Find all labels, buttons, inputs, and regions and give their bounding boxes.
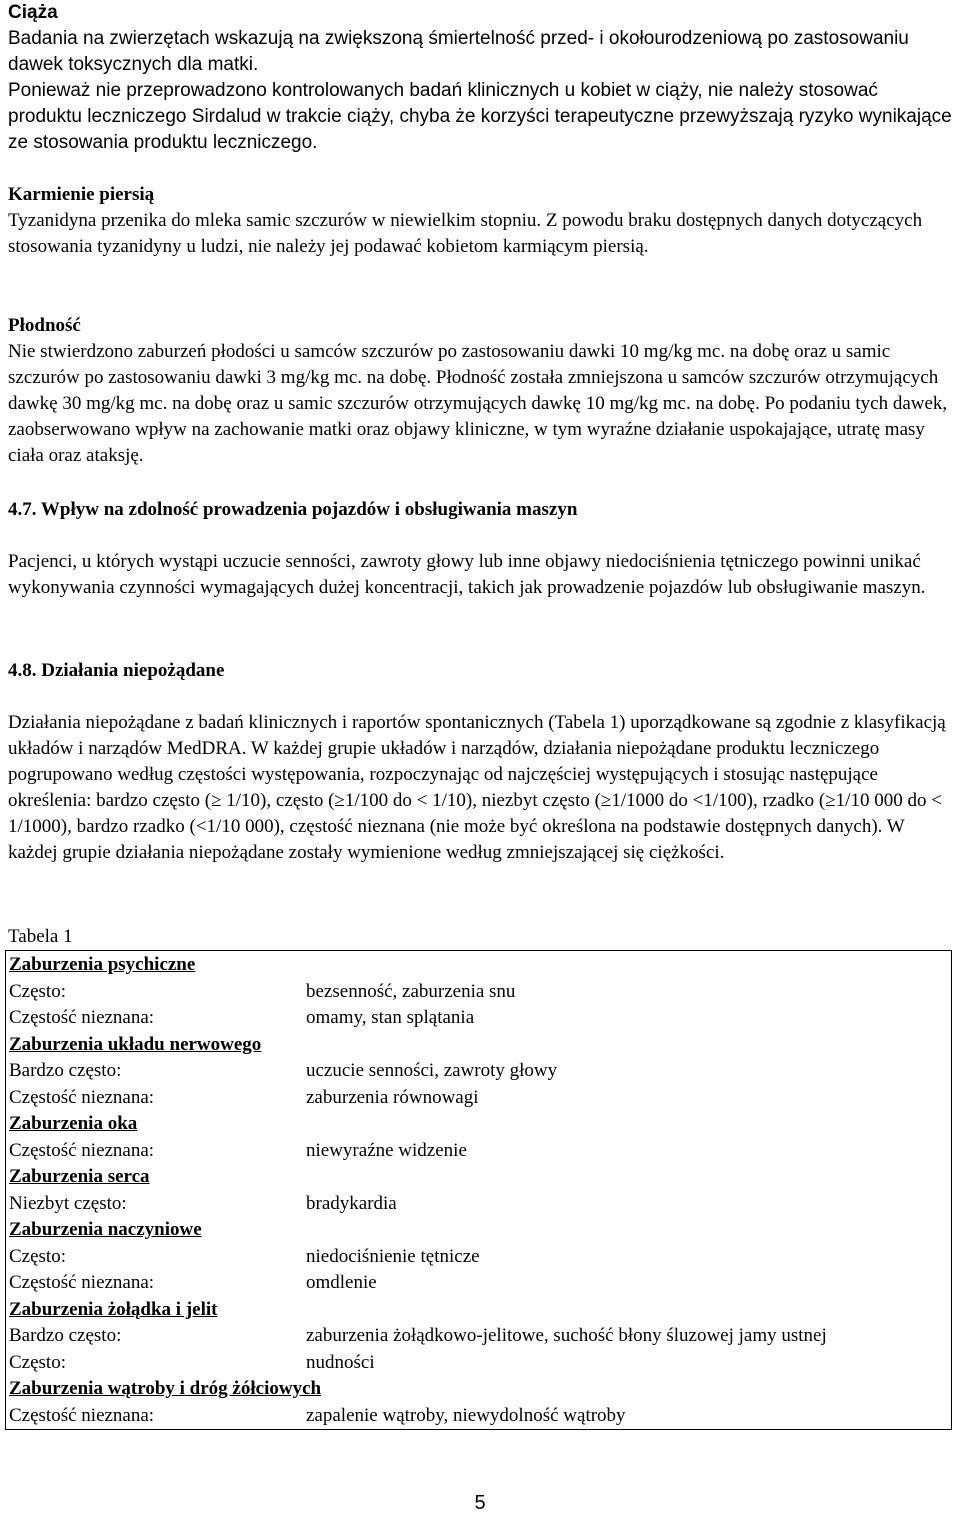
table-row xyxy=(9,1085,951,1112)
table-group-heading: Zaburzenia naczyniowe xyxy=(9,1219,202,1240)
section-4-8 xyxy=(8,658,952,866)
effect-cell: bezsenność, zaburzenia snu xyxy=(306,980,516,1002)
page-number: 5 xyxy=(474,1492,486,1514)
table-group-heading: Zaburzenia wątroby i dróg żółciowych xyxy=(9,1378,322,1399)
heading-4-7: 4.7. Wpływ na zdolność prowadzenia pojazdów i obsługiwania maszyn xyxy=(8,499,578,520)
frequency-cell: Niezbyt często: xyxy=(9,1192,127,1214)
effect-cell: niewyraźne widzenie xyxy=(306,1139,467,1161)
breastfeeding-text: Tyzanidyna przenika do mleka samic szczurów w niewielkim stopniu. Z powodu braku dostępnych danych dotyczących stosowania tyzanidyny u ludzi, nie należy jej podawać kobietom karmiącym piersią. xyxy=(8,210,923,257)
table-group-heading: Zaburzenia żołądka i jelit xyxy=(9,1298,218,1320)
effect-cell: nudności xyxy=(306,1351,375,1373)
section-4-7-text: Pacjenci, u których wystąpi uczucie senności, zawroty głowy lub inne objawy niedociśnienia tętniczego powinni unikać wykonywania czynności wymagających dużej koncentracji, takich jak prowadzenie pojazdów lub obsługiwanie maszyn. xyxy=(8,551,926,598)
table-row xyxy=(9,1350,951,1377)
frequency-cell: Częstość nieznana: xyxy=(9,1086,155,1108)
effect-cell: bradykardia xyxy=(306,1192,397,1214)
frequency-cell: Często: xyxy=(9,1351,66,1373)
pregnancy-para-1: Badania na zwierzętach wskazują na zwiększoną śmiertelność przed- i okołourodzeniową po zastosowaniu dawek toksycznych dla matki. xyxy=(8,28,909,75)
section-4-7 xyxy=(8,497,952,601)
table-group-heading: Zaburzenia układu nerwowego xyxy=(9,1033,262,1055)
table-row xyxy=(9,1323,951,1350)
table-group-heading: Zaburzenia psychiczne xyxy=(9,954,196,975)
effect-cell: zaburzenia równowagi xyxy=(306,1086,479,1108)
table-row xyxy=(9,1191,951,1218)
table-row xyxy=(9,1403,951,1430)
frequency-cell: Często: xyxy=(9,1245,66,1267)
effect-cell: omamy, stan splątania xyxy=(306,1007,475,1028)
frequency-cell: Bardzo często: xyxy=(9,1325,122,1346)
table-group-heading: Zaburzenia serca xyxy=(9,1166,150,1187)
effect-cell: omdlenie xyxy=(306,1272,377,1293)
effect-cell: zaburzenia żołądkowo-jelitowe, suchość błony śluzowej jamy ustnej xyxy=(306,1325,827,1346)
heading-fertility: Płodność xyxy=(8,315,81,336)
table-row xyxy=(9,1138,951,1165)
heading-4-8: 4.8. Działania niepożądane xyxy=(8,660,225,681)
adverse-reactions-table xyxy=(5,950,952,1430)
frequency-cell: Częstość nieznana: xyxy=(9,1007,155,1028)
table-caption: Tabela 1 xyxy=(8,926,73,947)
section-pregnancy xyxy=(8,0,952,156)
section-4-8-text: Działania niepożądane z badań klinicznych i raportów spontanicznych (Tabela 1) uporządkowane są zgodnie z klasyfikacją układów i narządów MedDRA. W każdej grupie układów i narządów, działania niepożądane produktu leczniczego pogrupowano według częstości występowania, rozpoczynając od najczęściej występujących i stosując następujące określenia: bardzo często (≥ 1/10), często (≥1/100 do < 1/10), niezbyt często (≥1/1000 do <1/100), rzadko (≥1/10 000 do < 1/1000), bardzo rzadko (<1/10 000), częstość nieznana (nie może być określona na podstawie dostępnych danych). W każdej grupie działania niepożądane zostały wymienione według zmniejszającej się ciężkości. xyxy=(8,712,946,863)
table-row xyxy=(9,979,951,1006)
frequency-cell: Często: xyxy=(9,980,66,1002)
effect-cell: zapalenie wątroby, niewydolność wątroby xyxy=(306,1404,626,1426)
heading-pregnancy: Ciąża xyxy=(8,2,58,23)
effect-cell: niedociśnienie tętnicze xyxy=(306,1245,480,1267)
table-row xyxy=(9,1058,951,1085)
section-breastfeeding xyxy=(8,182,952,260)
table-row xyxy=(9,1005,951,1032)
fertility-text: Nie stwierdzono zaburzeń płodości u samców szczurów po zastosowaniu dawki 10 mg/kg mc. na dobę oraz u samic szczurów po zastosowaniu dawki 3 mg/kg mc. na dobę. Płodność została zmniejszona u samców szczurów otrzymujących dawkę 30 mg/kg mc. na dobę oraz u samic szczurów otrzymujących dawkę 10 mg/kg mc. na dobę. Po podaniu tych dawek, zaobserwowano wpływ na zachowanie matki oraz objawy kliniczne, w tym wyraźne działanie uspokajające, utratę masy ciała oraz ataksję. xyxy=(8,341,948,466)
section-fertility xyxy=(8,313,952,469)
frequency-cell: Częstość nieznana: xyxy=(9,1404,155,1426)
heading-breastfeeding: Karmienie piersią xyxy=(8,184,155,205)
table-row xyxy=(9,1244,951,1271)
pregnancy-para-2: Ponieważ nie przeprowadzono kontrolowanych badań klinicznych u kobiet w ciąży, nie należy stosować produktu leczniczego Sirdalud w trakcie ciąży, chyba że korzyści terapeutyczne przewyższają ryzyko wynikające ze stosowania produktu leczniczego. xyxy=(8,80,952,153)
effect-cell: uczucie senności, zawroty głowy xyxy=(306,1060,558,1081)
frequency-cell: Częstość nieznana: xyxy=(9,1272,155,1293)
frequency-cell: Bardzo często: xyxy=(9,1060,122,1081)
table-group-heading: Zaburzenia oka xyxy=(9,1113,138,1134)
table-row xyxy=(9,1270,951,1297)
frequency-cell: Częstość nieznana: xyxy=(9,1139,155,1161)
